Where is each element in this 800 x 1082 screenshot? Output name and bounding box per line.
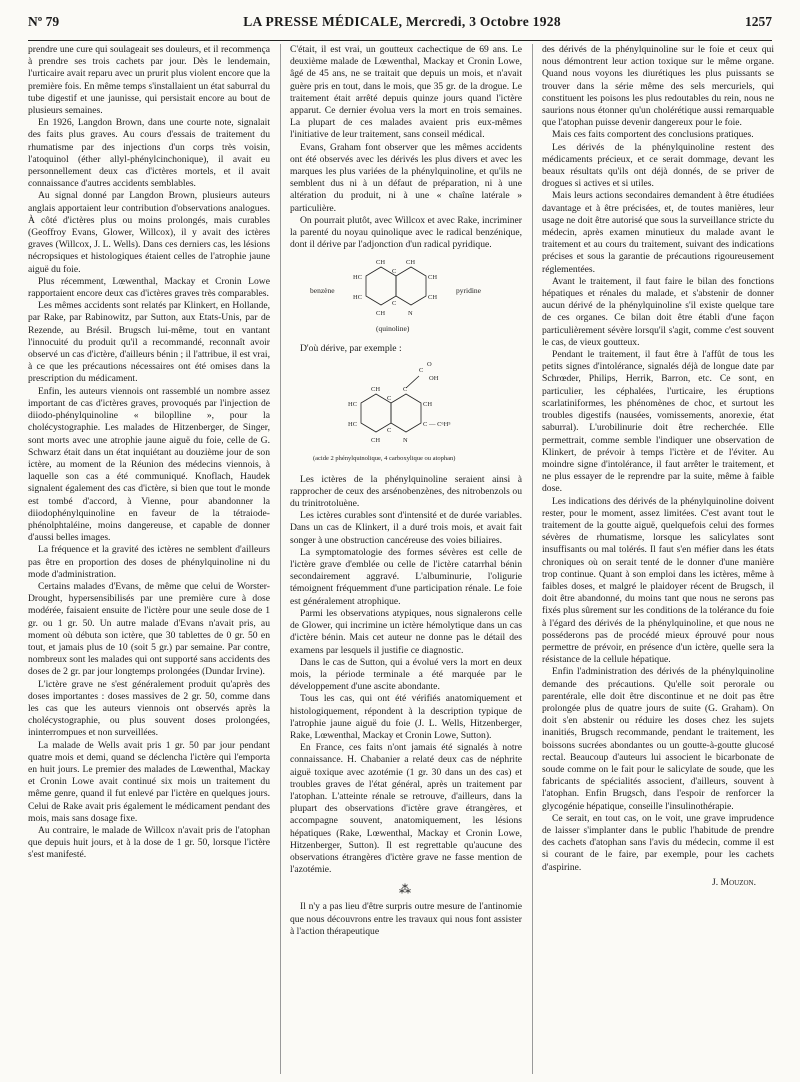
- paragraph: C'était, il est vrai, un goutteux cachectique de 69 ans. Le deuxième malade de Lœwenthal, Mackay et Cronin Lowe, âgé de 45 ans, ne se traitait que depuis un mois, et n'avait guère pris en tout, dans le mois, que 35 gr. de la drogue. Le traitement était arrêté depuis quinze jours quand l'ictère apparut. Ce dernier évolua vers la mort en trois semaines. La plupart de ces malades avaient pris eux-mêmes l'initiative de leur traitement, sans conseil médical.: [290, 44, 522, 141]
- paragraph: La fréquence et la gravité des ictères ne semblent d'ailleurs pas être en proportion des doses de phénylquinoline ni du mode d'administration.: [28, 544, 270, 580]
- paragraph: La malade de Wells avait pris 1 gr. 50 par jour pendant quatre mois et demi, quand se déclencha l'ictère qui l'emporta en huit jours. Le premier des malades de Lœwenthal, Mackay et Cronin Lowe avait continué six mois un traitement du même genre, quand il fut enlevé par l'ictère en quelques jours. Celui de Rake avait pris également le médicament pendant des mois, mais sans dosage fixe.: [28, 739, 270, 824]
- pyridine-ring: [391, 394, 421, 432]
- page-number: 1257: [744, 14, 772, 29]
- paragraph: Ce serait, en tout cas, on le voit, une grave imprudence de laisser s'implanter dans le public l'habitude de prendre des cachets d'atophan sans l'avis du médecin, comme il est si courant de le faire, par exemple, pour les cachets d'aspirine.: [542, 812, 774, 873]
- svg-text:CH: CH: [376, 310, 386, 318]
- paragraph: En 1926, Langdon Brown, dans une courte note, signalait des faits plus graves. Au cours d'essais de traitement du rhumatisme par des injections d'un corps très voisin, l'atoquinol (éther allyl-phénylcinchonique), il avait eu personnellement deux cas d'ictères mortels, et il avait connaissance d'autres accidents semblables.: [28, 117, 270, 190]
- text-columns: [28, 44, 774, 1074]
- svg-text:CH: CH: [406, 259, 416, 267]
- column-2: [280, 44, 522, 1074]
- svg-text:CH: CH: [371, 385, 381, 393]
- svg-text:OH: OH: [429, 374, 439, 382]
- section-separator: ⁂: [399, 882, 413, 897]
- benzene-label: benzène: [310, 286, 335, 296]
- paragraph: Au signal donné par Langdon Brown, plusieurs auteurs anglais apportaient leur contribution d'observations analogues. À côté d'ictères plus ou moins prolongés, mais curables (Geoffroy Evans, Glower, Willcox), il y avait des ictères graves (Willcox, J. L. Wells). Dans ces derniers cas, les lésions nécropsiques et histologiques étaient celles de l'atrophie jaune aiguë du foie.: [28, 190, 270, 275]
- svg-text:CH: CH: [428, 274, 438, 282]
- svg-text:C: C: [403, 385, 408, 393]
- atophan-structure-figure: [290, 360, 522, 468]
- paragraph: Parmi les observations atypiques, nous signalerons celle de Glower, qui incrimine un ictère hémolytique dans un cas d'ictère bénin. Mais cet auteur ne donne pas le détail des examens par lesquels il justifie ce diagnostic.: [290, 607, 522, 656]
- svg-text:N: N: [403, 436, 408, 444]
- issue-number: Nº 79: [28, 14, 60, 29]
- paragraph: Tous les cas, qui ont été vérifiés anatomiquement et histologiquement, répondent à la description typique de l'atrophie jaune aiguë du foie (J. L. Wells, Hitzenberger, Rake, Lœwenthal, Mackay et Cronin Lowe, Sutton).: [290, 693, 522, 741]
- paragraph: Mais ces faits comportent des conclusions pratiques.: [552, 129, 754, 141]
- paragraph: En France, ces faits n'ont jamais été signalés à notre connaissance. H. Chabanier a relaté deux cas de néphrite aiguë toxique avec azotémie (1 gr. 30 dans un des cas) et troubles graves de l'état général, après un traitement par l'atophan. L'atteinte rénale se retrouve, d'ailleurs, dans la plupart des observations d'ictère grave étrangères, et accompagne souvent, anatomiquement, les lésions hépatiques (Rake, Lœwenthal, Mackay et Cronin Lowe, Hitzenberger, Sutton). Il est regrettable qu'aucune des observations étrangères d'ictère grave ne fasse mention de l'azotémie.: [290, 742, 522, 876]
- paragraph: Les ictères de la phénylquinoline seraient ainsi à rapprocher de ceux des arsénobenzènes, des nitrobenzols ou du trinitrotoluène.: [290, 473, 522, 510]
- paragraph: Avant le traitement, il faut faire le bilan des fonctions hépatiques et rénales du malade, et s'abstenir de donner aucun dérivé de la phénylquinoline s'il existe quelque tare de ces organes. Ce bilan doit être établi d'une façon particulièrement sévère lorsqu'il s'agit, comme c'est souvent le cas, de vieux goutteux.: [542, 275, 774, 348]
- page-header: [28, 14, 772, 41]
- atophan-caption: (acide 2 phénylquinolique, 4 carboxylique ou atophan): [313, 454, 456, 462]
- svg-text:C: C: [419, 366, 424, 374]
- paragraph: Mais leurs actions secondaires demandent à être étudiées davantage et à être précisées, et, de toutes manières, leur usage ne doit être autorisé que sous la surveillance stricte du médecin, après examen minutieux du malade avant le traitement et au cours du traitement, suivant des indications précises et sous la garantie de précautions rigoureusement réglementées.: [542, 190, 774, 275]
- svg-text:C: C: [392, 268, 397, 276]
- svg-text:HC: HC: [353, 274, 363, 282]
- svg-text:CH: CH: [423, 400, 433, 408]
- journal-title: LA PRESSE MÉDICALE, Mercredi, 3 Octobre 1928: [243, 14, 561, 29]
- svg-text:C: C: [392, 300, 397, 308]
- column-1: [28, 44, 270, 1074]
- paragraph: Les ictères curables sont d'intensité et de durée variables. Dans un cas de Klinkert, il a duré trois mois, et avait fait songer à une obstruction cancéreuse des voies biliaires.: [290, 510, 522, 546]
- paragraph: D'où dérive, par exemple :: [300, 343, 402, 355]
- paragraph: Plus récemment, Lœwenthal, Mackay et Cronin Lowe rapportaient encore deux cas d'ictères graves très comparables.: [28, 275, 270, 300]
- paragraph: Les dérivés de la phénylquinoline restent des médicaments précieux, et ce serait dommage, devant les beaux résultats qu'ils ont déjà donnés, de se priver de drogues si actives et si utiles.: [542, 141, 774, 190]
- svg-text:HC: HC: [348, 400, 358, 408]
- paragraph: Les mêmes accidents sont relatés par Klinkert, en Hollande, par Rake, par Rabinowitz, par Sutton, aux Etats-Unis, par de Rezende, au Brésil. Brugsch lui-même, tout en vantant l'innocuité du produit qu'il a recommandé, reconnaît avoir observé un cas d'ictère, d'ailleurs bénin ; il l'attribue, il est vrai, à ce que les précautions nécessaires ont été omises dans la prescription du médicament.: [28, 300, 270, 385]
- paragraph: Certains malades d'Evans, de même que celui de Worster-Drought, hypersensibilisés par une première cure à dose modérée, faisaient ensuite de l'ictère pour une seule dose de 1 gr. ou 1 gr. 50. Un autre malade d'Evans n'avait pris, au moment où débuta son ictère, que 30 tablettes de 0 gr. 50 en tout, et jamais plus de 10 (soit 5 gr.) par semaine. Par contre, nombreux sont les malades qui ont supporté sans accidents des doses de 2 gr. par jour longtemps prolongées (Dundar Irvine).: [28, 580, 270, 678]
- svg-text:C — C⁶H⁵: C — C⁶H⁵: [423, 420, 451, 428]
- paragraph: On pourrait plutôt, avec Willcox et avec Rake, incriminer la parenté du noyau quinolique avec le radical benzénique, dont il dérive par l'adjonction d'un radical pyridique.: [290, 214, 522, 251]
- svg-text:CH: CH: [371, 436, 381, 444]
- pyridine-label: pyridine: [456, 286, 481, 296]
- svg-text:HC: HC: [348, 420, 358, 428]
- paragraph: Evans, Graham font observer que les mêmes accidents ont été observés avec les dérivés les plus divers et avec les marques les plus variées de la phénylquinoline, et qu'ils ne semblent dus ni à un défaut de préparation, ni à une altération du produit, ni à une « chaîne latérale » particulière.: [290, 141, 522, 214]
- paragraph: Pendant le traitement, il faut être à l'affût de tous les petits signes d'intolérance, signalés déjà de longue date par Schrœder, Philips, Herrik, Barron, etc. Ce sont, en particulier, les céphalées, l'urticaire, les éruptions scarlatiniformes, les phénomènes de choc, et surtout les troubles digestifs (nausées, vomissements, anorexie, état saburral). L'urobilinurie doit être recherchée. Elle permettrait, comme semble l'indiquer une observation de Klinkert, de prévoir à temps l'ictère et de l'éviter. Au moindre signe d'intolérance, il faut arrêter le traitement, et ne plus essayer de le reprendre par la suite, même à faible dose.: [542, 349, 774, 495]
- paragraph: Enfin, les auteurs viennois ont rassemblé un nombre assez important de cas d'ictères graves, provoqués par l'injection de diiodo-phénylquinoline « biloplline », pour la cholécystographie. Les malades de Hitzenberger, de Singer, sont morts avec une atrophie jaune aiguë du foie, celle de G. Schwarz était dans un état inquiétant au douzième jour de son ictère, au moment de la Réunion des médecins viennois, à laquelle son cas a été communiqué. Knoflach, Haudek signalent également des cas d'ictère, si bien que tout le monde est tombé d'accord, à Vienne, pour abandonner la diiodophénylquinoline en faveur de la tétraiode-phénolphtaléine, moins dangereuse, et capable de donner d'aussi belles images.: [28, 385, 270, 544]
- paragraph: Enfin l'administration des dérivés de la phénylquinoline demande des précautions. Qu'elle soit perorale ou parentérale, elle doit être discontinue et ne doit pas être prolongée plus de quatre jours de suite (G. Graham). On doit s'en abstenir ou réduire les doses chez les sujets inanitiés, Brugsch recommande, pendant le traitement, les boissons sucrées abondantes ou un goutte-à-goutte glucosé rectal. Beaucoup d'auteurs lui associent le bicarbonate de soude comme on le fait pour le salicylate de soude, que les fabricants de spécialités associent, d'ailleurs, souvent à l'atophan. Enfin Brugsch, dans l'espoir de renforcer la glycogénie hépatique, conseille l'insulinothérapie.: [542, 666, 774, 812]
- paragraph: Au contraire, le malade de Willcox n'avait pris de l'atophan que depuis huit jours, et à la dose de 1 gr. 50, lorsque l'ictère s'est manifesté.: [28, 825, 270, 861]
- pyridine-ring: [396, 267, 426, 305]
- quinoline-caption: (quinoline): [376, 324, 410, 334]
- svg-text:O: O: [427, 360, 432, 368]
- svg-text:C: C: [387, 426, 392, 434]
- svg-text:HC: HC: [353, 294, 363, 302]
- paragraph: Il n'y a pas lieu d'être surpris outre mesure de l'antinomie que nous découvrons entre les travaux qui nous font assister à l'action thérapeutique: [290, 901, 522, 937]
- svg-text:N: N: [408, 310, 413, 318]
- svg-text:CH: CH: [376, 259, 386, 267]
- quinoline-diagram: [296, 255, 516, 337]
- paragraph: La symptomatologie des formes sévères est celle de l'ictère grave d'emblée ou celle de l'ictère catarrhal bénin secondairement aggravé. L'albuminurie, l'oligurie témoignent fréquemment d'une participation rénale. Le foie est généralement atrophique.: [290, 546, 522, 607]
- svg-text:C: C: [387, 394, 392, 402]
- author-signature: J. Mouzon.: [712, 876, 756, 888]
- paragraph: Les indications des dérivés de la phénylquinoline doivent rester, pour le moment, assez limitées. C'est avant tout le traitement de la goutte aiguë, quelquefois celui des formes sévères de rhumatisme, lorsque les salicylates sont insuffisants ou mal tolérés. Il faut s'en méfier dans les états chroniques où on serait tenté de le donner d'une manière trop continue. Quant à son emploi dans les ictères, même à faibles doses, et malgré le plaidoyer récent de Brugsch, il doit être abandonné, du moins tant que nous ne serons pas fixés plus sûrement sur les conditions de la tolérance du foie à l'égard des dérivés de la phénylquinoline, et que nous ne posséderons pas de procédé mieux éprouvé pour nous permettre de prévoir, en présence d'un ictère, quelle sera la résistance de la cellule hépatique.: [542, 495, 774, 666]
- svg-text:CH: CH: [428, 294, 438, 302]
- paragraph: L'ictère grave ne s'est généralement produit qu'après des doses importantes : doses massives de 2 gr. 50, comme dans les cas que les auteurs viennois ont observés après la cholécystographie, ou plus souvent doses prolongées, ininterrompues et non surveillées.: [28, 678, 270, 739]
- paragraph: Dans le cas de Sutton, qui a évolué vers la mort en deux mois, la période terminale a été marquée par le développement d'une ascite abondante.: [290, 656, 522, 693]
- paragraph: des dérivés de la phénylquinoline sur le foie et ceux qui nous démontrent leur action toxique sur le même organe. Quand nous voyons les diurétiques les plus puissants se trouver dans la série même des sels mercuriels, qui constituent les poisons les plus redoutables du rein, nous ne saurions nous étonner qu'un cholérétique aussi remarquable que l'atophan puisse devenir dangereux pour le foie.: [542, 44, 774, 129]
- paragraph: prendre une cure qui soulageait ses douleurs, et il recommença à prendre ses trois cachets par jour. Dès le lendemain, l'urticaire avait reparu avec un prurit plus violent encore que la première fois. En même temps s'installaient un état saburral du tube digestif et une jaunisse, qui persistait encore au bout de plusieurs semaines.: [28, 44, 270, 117]
- column-3: [532, 44, 774, 1074]
- atophan-diagram: [291, 360, 521, 468]
- quinoline-structure-figure: [290, 255, 522, 337]
